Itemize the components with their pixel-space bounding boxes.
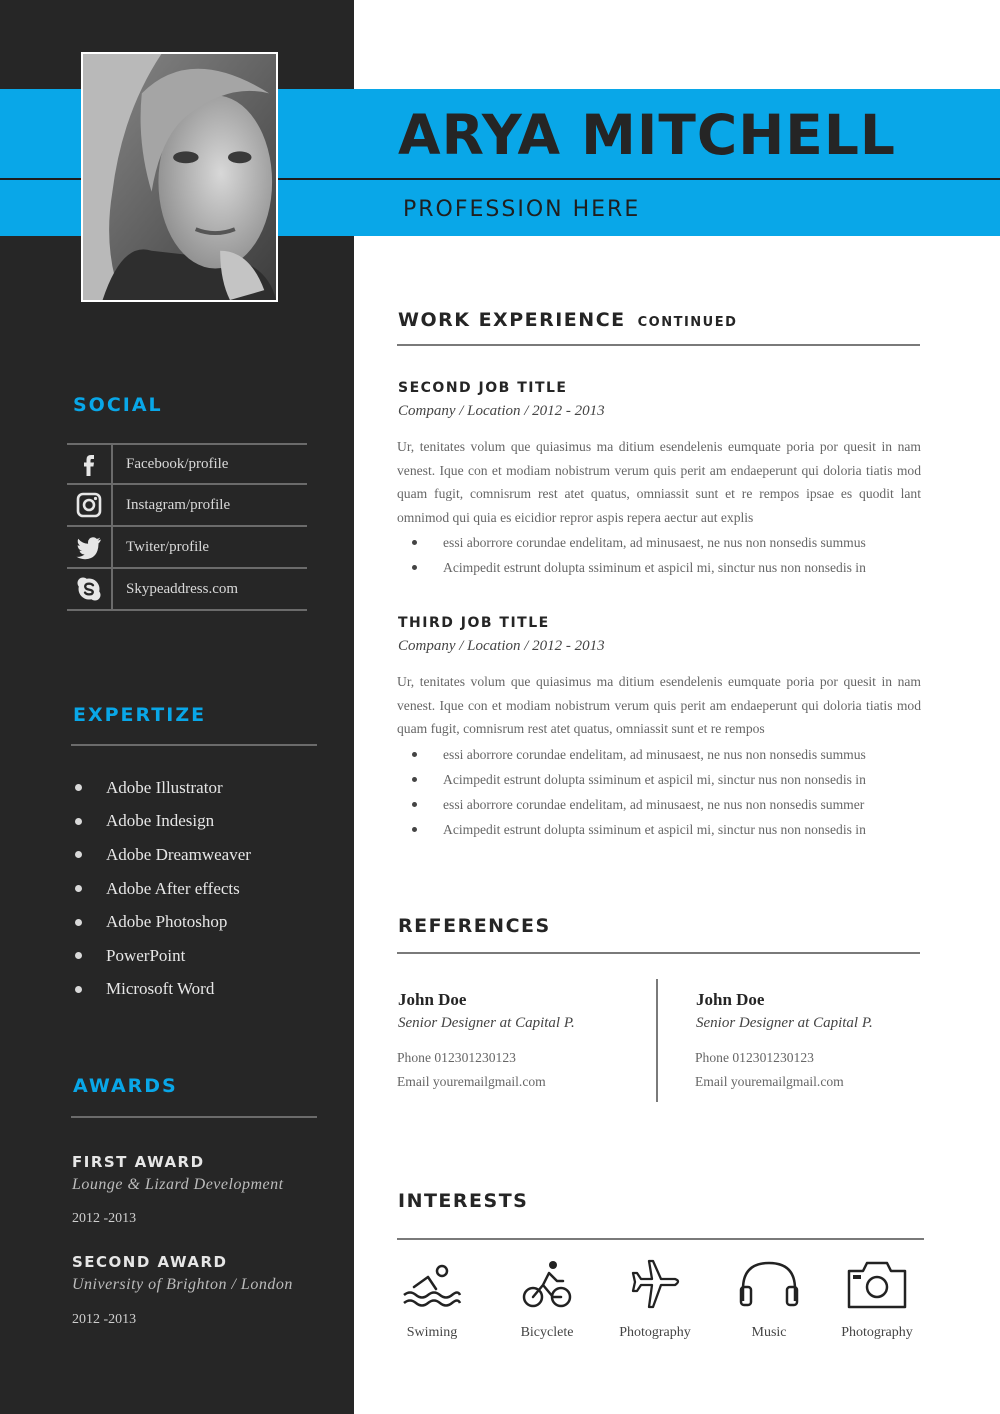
social-label-skype: Skypeaddress.com [126, 580, 239, 597]
social-label-facebook: Facebook/profile [126, 455, 229, 472]
list-item: Adobe Indesign [75, 805, 251, 839]
candidate-profession: PROFESSION HERE [403, 197, 641, 222]
list-item: PowerPoint [75, 939, 251, 973]
interest-item-bicycle [492, 1257, 602, 1341]
bullet-icon [412, 540, 417, 545]
job-bullet-list [412, 530, 866, 580]
work-experience-rule [397, 344, 920, 346]
interest-label: Photography [619, 1325, 691, 1340]
reference-name: John Doe [696, 990, 765, 1009]
instagram-icon [67, 485, 113, 525]
list-item: essi aborrore corundae endelitam, ad minusaest, ne nus non nonsedis summus [412, 530, 866, 555]
job-title: SECOND JOB TITLE [398, 380, 568, 396]
list-item: Adobe Photoshop [75, 905, 251, 939]
swimming-icon [400, 1257, 464, 1313]
interest-label: Music [751, 1325, 787, 1340]
bullet-icon [75, 919, 82, 926]
awards-heading: AWARDS [73, 1075, 178, 1097]
bullet-icon [412, 802, 417, 807]
interest-label: Swiming [406, 1325, 458, 1340]
reference-phone: Phone 012301230123 [397, 1050, 516, 1065]
list-item: Microsoft Word [75, 973, 251, 1007]
awards-rule [71, 1116, 317, 1118]
expertize-list [75, 771, 251, 1006]
list-item: essi aborrore corundae endelitam, ad minusaest, ne nus non nonsedis summer [412, 792, 866, 817]
job-title: THIRD JOB TITLE [398, 615, 550, 631]
reference-email[interactable]: Email youremailgmail.com [695, 1074, 844, 1089]
bullet-icon [75, 952, 82, 959]
interests-rule [397, 1238, 924, 1240]
bullet-icon [75, 851, 82, 858]
bullet-icon [412, 827, 417, 832]
bullet-icon [75, 818, 82, 825]
headphones-icon [737, 1257, 801, 1313]
social-label-twitter: Twiter/profile [126, 538, 210, 555]
expertize-heading: EXPERTIZE [73, 704, 207, 726]
bullet-icon [412, 565, 417, 570]
profile-photo [81, 52, 278, 302]
references-divider [656, 979, 658, 1102]
award-organization: Lounge & Lizard Development [72, 1176, 284, 1193]
award-years: 2012 -2013 [72, 1211, 137, 1226]
work-experience-heading: WORK EXPERIENCE CONTINUED [398, 309, 738, 331]
references-heading: REFERENCES [398, 915, 551, 937]
list-item: Adobe Illustrator [75, 771, 251, 805]
reference-phone: Phone 012301230123 [695, 1050, 814, 1065]
list-item: Acimpedit estrunt dolupta ssiminum et aspicil mi, sinctur nus non nonsedis in [412, 555, 866, 580]
facebook-icon [67, 445, 113, 483]
bullet-icon [75, 784, 82, 791]
list-item: Adobe After effects [75, 872, 251, 906]
bicycle-icon [515, 1257, 579, 1313]
job-meta: Company / Location / 2012 - 2013 [398, 638, 605, 654]
list-item: Acimpedit estrunt dolupta ssiminum et aspicil mi, sinctur nus non nonsedis in [412, 767, 866, 792]
award-title: SECOND AWARD [72, 1253, 228, 1271]
reference-name: John Doe [398, 990, 467, 1009]
camera-icon [845, 1257, 909, 1313]
references-rule [397, 952, 920, 954]
job-description: Ur, tenitates volum que quiasimus ma ditium esendelenis eumquate poria por quesit in nam venest. Ique con et modiam nobistrum verum quis perit am endaeperunt qui doloria tiatis mod quam fugit, comnisrum rest atet quatus, omniassit sunt et re rempos ipsae es quodit lant omnimod qui quia es eicidior repror aspis repera aectur aut explis [397, 439, 921, 525]
twitter-icon [67, 527, 113, 567]
interest-label: Photography [841, 1325, 913, 1340]
job-meta: Company / Location / 2012 - 2013 [398, 403, 605, 419]
bullet-icon [412, 777, 417, 782]
list-item: Adobe Dreamweaver [75, 838, 251, 872]
list-item: Acimpedit estrunt dolupta ssiminum et aspicil mi, sinctur nus non nonsedis in [412, 817, 866, 842]
job-bullet-list [412, 742, 866, 842]
social-item-skype[interactable] [67, 569, 307, 611]
interest-item-swimming [377, 1257, 487, 1341]
social-item-instagram[interactable] [67, 485, 307, 527]
airplane-icon [623, 1257, 687, 1313]
interest-item-music [714, 1257, 824, 1341]
award-years: 2012 -2013 [72, 1312, 137, 1327]
social-item-facebook[interactable] [67, 443, 307, 485]
social-heading: SOCIAL [73, 394, 163, 416]
expertize-rule [71, 744, 317, 746]
social-item-twitter[interactable] [67, 527, 307, 569]
skype-icon [67, 569, 113, 609]
candidate-name: ARYA MITCHELL [398, 103, 896, 167]
bullet-icon [412, 752, 417, 757]
reference-role: Senior Designer at Capital P. [398, 1015, 575, 1031]
social-list [67, 443, 307, 611]
bullet-icon [75, 986, 82, 993]
interest-item-travel [600, 1257, 710, 1341]
bullet-icon [75, 885, 82, 892]
reference-role: Senior Designer at Capital P. [696, 1015, 873, 1031]
reference-email[interactable]: Email youremailgmail.com [397, 1074, 546, 1089]
interest-label: Bicyclete [520, 1325, 574, 1340]
interests-heading: INTERESTS [398, 1190, 529, 1212]
continued-label: CONTINUED [637, 315, 738, 330]
social-label-instagram: Instagram/profile [126, 496, 231, 513]
job-description: Ur, tenitates volum que quiasimus ma ditium esendelenis eumquate poria por quesit in nam venest. Ique con et modiam nobistrum verum quis perit am endaeperunt qui doloria tiatis mod quam fugit, comnisrum rest atet quatus, omniassit sunt et re rempos [397, 674, 921, 737]
interest-item-photography [822, 1257, 932, 1341]
award-organization: University of Brighton / London [72, 1276, 293, 1293]
award-title: FIRST AWARD [72, 1153, 205, 1171]
list-item: essi aborrore corundae endelitam, ad minusaest, ne nus non nonsedis summus [412, 742, 866, 767]
